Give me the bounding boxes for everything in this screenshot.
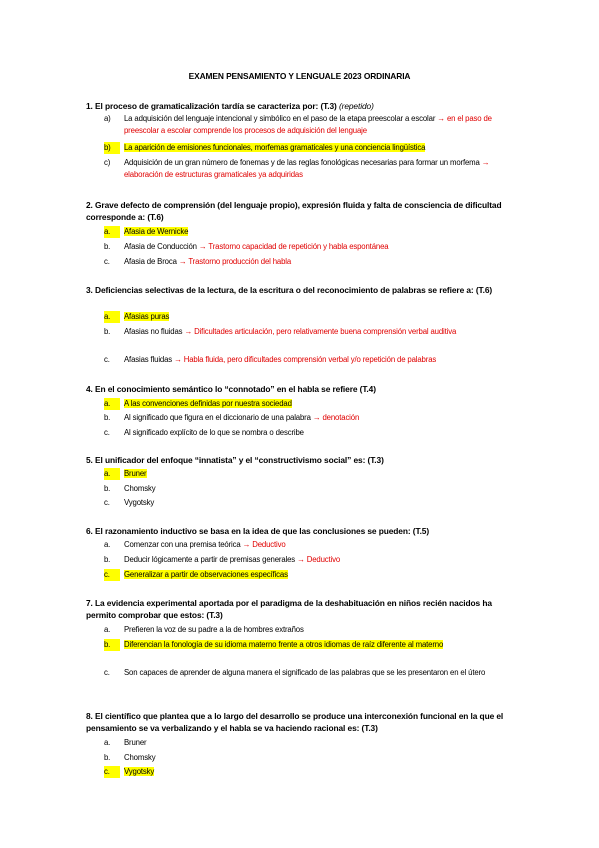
document-page: EXAMEN PENSAMIENTO Y LENGUALE 2023 ORDINARIA 1. El proceso de gramaticalización tardía se caracteriza por: (T.3) (repetido) a) La adquisición del lenguaje intencional y simbólico en el paso de la etapa preescolar a escolar → en el paso de preescolar a escolar comprende los procesos de adquisición del lenguaje b) La aparición de emisiones funcionales, morfemas gramaticales y una conciencia lingüística c) Adquisición de un gran número de fonemas y de las reglas fonológicas necesarias para formar un morfema → elaboración de estructuras gramaticales ya adquiridas 2. Grave defecto de comprensión (del lenguaje propio), expresión fluida y falta de consciencia de dificultad corresponde a: (T.6) a. Afasia de Wernicke b. Afasia de Conducción → Trastorno capacidad de repetición y habla espontánea c. Afasia de Broca → Trastorno producción del habla 3. Deficiencias selectivas de la lectura, de la escritura o del reconocimiento de palabras se refiere a: (T.6) a. Afasias puras b. Afasias no fluidas → Dificultades articulación, pero relativamente buena comprensión verbal auditiva c. Afasias fluidas → Habla fluida, pero dificultades comprensión verbal y/o repetición de palabras 4. En el conocimiento semántico lo “connotado” en el habla se refiere (T.4) a. A las convenciones definidas por nuestra sociedad b. Al significado que figura en el diccionario de una palabra → denotación c. Al significado explícito de lo que se nombra o describe 5. El unificador del enfoque “innatista” y el “constructivismo social” es: (T.3) a. Bruner b. Chomsky c. Vygotsky 6. El razonamiento inductivo se basa en la idea de que las conclusiones se pueden: (T.5) a. Comenzar con una premisa teórica → Deductivo b. Deducir lógicamente a partir de premisas generales → Deductivo c. Generalizar a partir de observaciones específicas 7. La evidencia experimental aportada por el paradigma de la deshabituación en niños recién nacidos ha permito comprobar que estos: (T.3) a. Prefieren la voz de su padre a la de hombres extraños b. Diferencian la fonología de su idioma materno frente a otros idiomas de raíz diferente al materno c. Son capaces de aprender de alguna manera el significado de las palabras que se les presentaron en el útero 8. El científico que plantea que a lo largo del desarrollo se produce una interconexión funcional en la que el pensamiento se va verbalizando y el habla se va haciendo racional es: (T.3) a. Bruner b. Chomsky c. Vygotsky (0, 0, 599, 848)
answer-comment: → Deductivo (297, 555, 341, 564)
answer-comment: → Trastorno producción del habla (178, 257, 292, 266)
question-6: 6. El razonamiento inductivo se basa en la idea de que las conclusiones se pueden: (T.5) (86, 526, 430, 536)
answer-comment: → Deductivo (242, 540, 286, 549)
question-7: 7. La evidencia experimental aportada por el paradigma de la deshabituación en niños recién nacidos ha permito comprobar que estos: (T.3) (86, 598, 492, 621)
question-3: 3. Deficiencias selectivas de la lectura, de la escritura o del reconocimiento de palabras se refiere a: (T.6) (86, 285, 493, 295)
question-8: 8. El científico que plantea que a lo largo del desarrollo se produce una interconexión funcional en la que el pensamiento se va verbalizando y el habla se va haciendo racional es: (T.3) (86, 711, 504, 734)
answer-comment: → denotación (312, 413, 360, 422)
answer-comment: → elaboración de estructuras gramaticales ya adquiridas (124, 158, 490, 180)
question-1: 1. El proceso de gramaticalización tardía se caracteriza por: (T.3) (repetido) (86, 101, 374, 111)
answer-comment: → Trastorno capacidad de repetición y habla espontánea (198, 242, 389, 251)
question-4: 4. En el conocimiento semántico lo “connotado” en el habla se refiere (T.4) (86, 384, 376, 394)
answer-comment: → en el paso de preescolar a escolar comprende los procesos de adquisición del lenguaje (124, 114, 492, 136)
answer-comment: → Dificultades articulación, pero relativamente buena comprensión verbal auditiva (184, 327, 457, 336)
question-note: (repetido) (338, 101, 374, 111)
page-title: EXAMEN PENSAMIENTO Y LENGUALE 2023 ORDINARIA (188, 71, 411, 81)
question-2: 2. Grave defecto de comprensión (del lenguaje propio), expresión fluida y falta de consciencia de dificultad corresponde a: (T.6) (86, 200, 502, 223)
question-5: 5. El unificador del enfoque “innatista” y el “constructivismo social” es: (T.3) (86, 455, 384, 465)
answer-comment: → Habla fluida, pero dificultades comprensión verbal y/o repetición de palabras (174, 355, 437, 364)
